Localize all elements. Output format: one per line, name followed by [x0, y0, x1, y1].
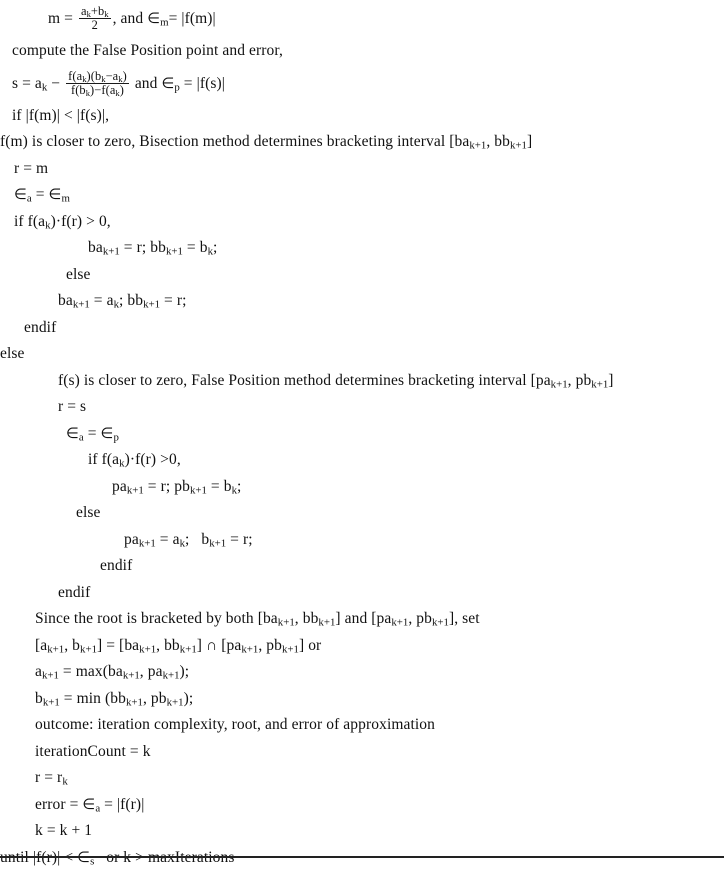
- pseudocode-line-r-equals-m: r = m: [0, 156, 724, 183]
- formula-suffix: , and $\in_m= |f(m)|$: [113, 10, 216, 27]
- pseudocode-line-falsepos-then-branch: $pa_{k+1} = r$; $pb_{k+1} = b_k$;: [0, 474, 724, 501]
- pseudocode-line-bisection-else-branch: $ba_{k+1} = a_k$; $bb_{k+1} = r$;: [0, 288, 724, 315]
- pseudocode-line-falsepos-endif: endif: [0, 553, 724, 580]
- pseudocode-line-increment-k: k = k + 1: [0, 818, 724, 845]
- pseudocode-line-if-fak-fr-gt-0-bisection: if $f(a_k)\cdot f(r) > 0$,: [0, 209, 724, 236]
- pseudocode-line-iteration-count: iterationCount = k: [0, 739, 724, 766]
- pseudocode-line-since-root-bracketed: Since the root is bracketed by both [$ba_{k+1}$, $bb_{k+1}$] and [$pa_{k+1}$, $pb_{k+1}$], set: [0, 606, 724, 633]
- pseudocode-line-bisection-endif: endif: [0, 315, 724, 342]
- pseudocode-line-interval-intersection: [$a_{k+1}$, $b_{k+1}] = [ba_{k+1}$, $bb_{k+1}$] ∩ [$pa_{k+1}$, $pb_{k+1}$] or: [0, 633, 724, 660]
- pseudocode-line-bisection-comment: f(m) is closer to zero, Bisection method determines bracketing interval [$ba_{k+1}$, $bb_{k+1}$]: [0, 129, 724, 156]
- pseudocode-line-b-next-min: $b_{k+1} = \min (bb_{k+1}$, $pb_{k+1}$);: [0, 686, 724, 713]
- false-position-fraction: [66, 70, 129, 98]
- pseudocode-line-compute-false-position-comment: compute the False Position point and error,: [0, 38, 724, 65]
- fraction-denominator: 2: [79, 19, 111, 32]
- fraction-denominator: $f(b_k)-f(a_k)$: [66, 84, 129, 97]
- pseudocode-line-ea-equals-ep: $\in_a$ = $\in_p$: [0, 421, 724, 448]
- pseudocode-line-r-equals-s: r = s: [0, 394, 724, 421]
- pseudocode-line-false-position-comment: f(s) is closer to zero, False Position method determines bracketing interval [$pa_{k+1}$, $pb_{k+1}$]: [0, 368, 724, 395]
- pseudocode-line-falsepos-else-branch: $pa_{k+1} = a_k$; $b_{k+1} = r$;: [0, 527, 724, 554]
- pseudocode-line-midpoint-formula: [0, 0, 724, 38]
- pseudocode-line-bisection-then-branch: $ba_{k+1} = r$; $bb_{k+1} = b_k$;: [0, 235, 724, 262]
- pseudocode-line-outer-else: else: [0, 341, 724, 368]
- bottom-horizontal-rule: [0, 856, 724, 858]
- formula-suffix: and $\in_p = |f(s)|$: [131, 75, 225, 92]
- midpoint-fraction: [79, 5, 111, 33]
- pseudocode-line-bisection-else: else: [0, 262, 724, 289]
- pseudocode-line-false-position-formula: [0, 65, 724, 103]
- formula-prefix: $s = a_k$ −: [12, 75, 64, 92]
- pseudocode-line-outcome-comment: outcome: iteration complexity, root, and error of approximation: [0, 712, 724, 739]
- pseudocode-line-ea-equals-em: $\in_a$ = $\in_m$: [0, 182, 724, 209]
- fraction-numerator: $f(a_k)(b_k-a_k)$: [66, 70, 129, 84]
- fraction-numerator: $a_k+b_k$: [79, 5, 111, 19]
- pseudocode-line-if-fm-lt-fs: if |f(m)| < |f(s)|,: [0, 103, 724, 130]
- pseudocode-line-error-assignment: error = $\in_a = |f(r)|$: [0, 792, 724, 819]
- pseudocode-line-if-fak-fr-gt-0-falsepos: if $f(a_k)\cdot f(r) >0$,: [0, 447, 724, 474]
- pseudocode-line-r-equals-rk: $r = r_k$: [0, 765, 724, 792]
- formula-prefix: m =: [48, 10, 77, 27]
- pseudocode-line-until-condition: until $|f(r)| < \in_s$ or k > maxIterations: [0, 845, 724, 871]
- pseudocode-line-outer-endif: endif: [0, 580, 724, 607]
- pseudocode-line-falsepos-else: else: [0, 500, 724, 527]
- pseudocode-line-a-next-max: $a_{k+1} = \max(ba_{k+1}$, $pa_{k+1}$);: [0, 659, 724, 686]
